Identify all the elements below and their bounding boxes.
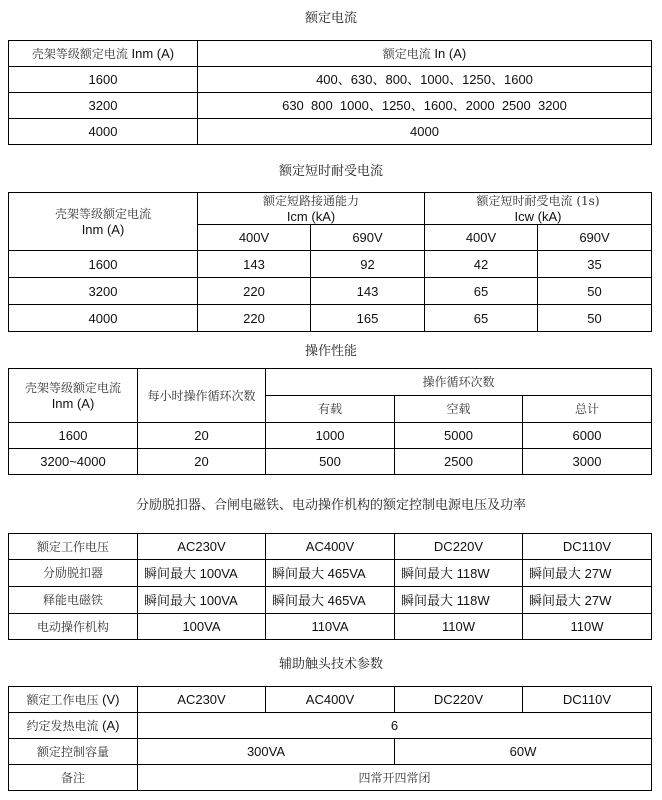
row-label-cell xyxy=(9,713,138,739)
auxiliary-contact-table xyxy=(8,686,652,791)
header-noload-label: 空载 xyxy=(446,402,471,416)
value-cell: 20 xyxy=(138,423,266,449)
table-row xyxy=(9,93,652,119)
value-cell: 65 xyxy=(425,305,538,332)
frame-cell: 4000 xyxy=(9,305,198,332)
table-header-row xyxy=(9,369,652,396)
row-label: 分励脱扣器 xyxy=(42,566,103,580)
value-cell: 1000 xyxy=(266,423,395,449)
value-cell: 瞬间最大 465VA xyxy=(266,587,395,614)
header-voltage-cell: 690V xyxy=(311,225,425,251)
header-frame-unit: Inm (A) xyxy=(131,45,175,61)
table-row xyxy=(9,278,652,305)
value-cell: 220 xyxy=(198,278,311,305)
header-frame-unit: Inm (A) xyxy=(51,396,95,411)
value-cell: 143 xyxy=(198,251,311,278)
row-label-cell xyxy=(9,765,138,791)
rated-cell: 4000 xyxy=(198,119,652,145)
value-cell: 35 xyxy=(538,251,652,278)
table-header-row xyxy=(9,534,652,560)
frame-cell: 3200 xyxy=(9,93,198,119)
value-cell: 100VA xyxy=(138,614,266,640)
header-supply-cell: DC220V xyxy=(395,687,523,713)
value-cell: 瞬间最大 27W xyxy=(523,587,652,614)
table4-title: 分励脱扣器、合闸电磁铁、电动操作机构的额定控制电源电压及功率 xyxy=(135,498,526,513)
header-icm-label: 额定短路接通能力 xyxy=(263,194,360,208)
capacity-dc-value: 60W xyxy=(395,739,652,765)
header-rated-unit: In (A) xyxy=(434,45,467,61)
value-cell: 50 xyxy=(538,305,652,332)
header-supply-cell: DC110V xyxy=(523,534,652,560)
header-supply-cell: DC110V xyxy=(523,687,652,713)
thermal-current-label: 约定发热电流 xyxy=(26,718,99,733)
value-cell: 110W xyxy=(523,614,652,640)
value-cell: 2500 xyxy=(395,449,523,475)
value-cell: 500 xyxy=(266,449,395,475)
value-cell: 瞬间最大 118W xyxy=(395,560,523,587)
frame-cell: 1600 xyxy=(9,251,198,278)
rated-current-table xyxy=(8,40,652,145)
table1-title: 额定电流 xyxy=(304,11,357,26)
capacity-label: 额定控制容量 xyxy=(36,744,109,759)
value-cell: 65 xyxy=(425,278,538,305)
value-cell: 165 xyxy=(311,305,425,332)
control-supply-table xyxy=(8,533,652,640)
header-cycles-label: 操作循环次数 xyxy=(422,375,495,389)
table-row xyxy=(9,449,652,475)
value-cell: 50 xyxy=(538,278,652,305)
value-cell: 110W xyxy=(395,614,523,640)
table-header-row xyxy=(9,193,652,225)
capacity-ac-value: 300VA xyxy=(138,739,395,765)
header-total-label: 总计 xyxy=(574,402,599,416)
table5-title: 辅助触头技术参数 xyxy=(278,657,383,672)
header-icm-cell xyxy=(198,193,425,225)
header-frame-cell xyxy=(9,369,138,423)
header-icm-unit: Icm (kA) xyxy=(286,209,336,224)
header-per-hour-cell xyxy=(138,369,266,423)
value-cell: 110VA xyxy=(266,614,395,640)
table3-title: 操作性能 xyxy=(304,344,357,359)
value-cell: 220 xyxy=(198,305,311,332)
table-row xyxy=(9,119,652,145)
value-cell: 92 xyxy=(311,251,425,278)
table-row xyxy=(9,614,652,640)
note-value: 四常开四常闭 xyxy=(358,770,431,785)
row-label-cell xyxy=(9,560,138,587)
header-frame-unit: Inm (A) xyxy=(81,222,125,237)
frame-cell: 1600 xyxy=(9,423,138,449)
header-frame-label: 壳架等级额定电流 xyxy=(24,381,121,395)
frame-cell: 4000 xyxy=(9,119,198,145)
row-label-cell xyxy=(9,614,138,640)
header-load-cell xyxy=(266,396,395,423)
header-frame-label: 壳架等级额定电流 xyxy=(31,46,128,61)
table-row xyxy=(9,251,652,278)
header-frame-label: 壳架等级额定电流 xyxy=(54,207,151,221)
header-rated-label: 额定电流 xyxy=(382,46,431,61)
frame-cell: 3200~4000 xyxy=(9,449,138,475)
header-voltage-cell xyxy=(9,687,138,713)
header-total-cell xyxy=(523,396,652,423)
rated-cell: 630 800 1000、1250、1600、2000 2500 3200 xyxy=(198,93,652,119)
header-load-label: 有载 xyxy=(317,402,342,416)
header-supply-cell: AC400V xyxy=(266,687,395,713)
table-row xyxy=(9,305,652,332)
rated-cell: 400、630、800、1000、1250、1600 xyxy=(198,67,652,93)
note-label: 备注 xyxy=(60,770,85,785)
row-label: 电动操作机构 xyxy=(36,619,109,634)
short-time-current-table xyxy=(8,192,652,332)
row-label: 释能电磁铁 xyxy=(42,593,103,607)
frame-cell: 1600 xyxy=(9,67,198,93)
thermal-current-value: 6 xyxy=(138,713,652,739)
value-cell: 143 xyxy=(311,278,425,305)
header-voltage-unit: (V) xyxy=(102,691,120,707)
operating-performance-table xyxy=(8,368,652,475)
header-frame-cell xyxy=(9,41,198,67)
note-value-cell xyxy=(138,765,652,791)
value-cell: 瞬间最大 118W xyxy=(395,587,523,614)
value-cell: 3000 xyxy=(523,449,652,475)
value-cell: 42 xyxy=(425,251,538,278)
header-per-hour-label: 每小时操作循环次数 xyxy=(147,388,256,403)
value-cell: 瞬间最大 465VA xyxy=(266,560,395,587)
table-row xyxy=(9,67,652,93)
row-label-cell xyxy=(9,587,138,614)
value-cell: 5000 xyxy=(395,423,523,449)
header-rated-cell xyxy=(198,41,652,67)
header-noload-cell xyxy=(395,396,523,423)
header-cycles-cell xyxy=(266,369,652,396)
header-voltage-cell: 400V xyxy=(198,225,311,251)
header-icw-cell xyxy=(425,193,652,225)
header-supply-cell: AC230V xyxy=(138,687,266,713)
header-voltage-cell: 400V xyxy=(425,225,538,251)
table-row xyxy=(9,713,652,739)
value-cell: 6000 xyxy=(523,423,652,449)
frame-cell: 3200 xyxy=(9,278,198,305)
value-cell: 瞬间最大 100VA xyxy=(138,587,266,614)
table-row xyxy=(9,560,652,587)
value-cell: 瞬间最大 100VA xyxy=(138,560,266,587)
thermal-current-unit: (A) xyxy=(102,717,120,733)
header-supply-cell: AC230V xyxy=(138,534,266,560)
header-voltage-label: 额定工作电压 xyxy=(26,692,99,707)
table2-title: 额定短时耐受电流 xyxy=(278,164,383,179)
header-voltage-cell xyxy=(9,534,138,560)
header-icw-label: 额定短时耐受电流 (1s) xyxy=(476,194,600,208)
table-row xyxy=(9,423,652,449)
table-row xyxy=(9,765,652,791)
header-voltage-cell: 690V xyxy=(538,225,652,251)
table-header-row xyxy=(9,41,652,67)
table-row xyxy=(9,739,652,765)
header-icw-unit: Icw (kA) xyxy=(514,209,562,224)
value-cell: 瞬间最大 27W xyxy=(523,560,652,587)
row-label-cell xyxy=(9,739,138,765)
table-row xyxy=(9,587,652,614)
table-header-row xyxy=(9,687,652,713)
header-supply-cell: DC220V xyxy=(395,534,523,560)
header-supply-cell: AC400V xyxy=(266,534,395,560)
value-cell: 20 xyxy=(138,449,266,475)
header-voltage-label: 额定工作电压 xyxy=(36,539,109,554)
header-frame-cell xyxy=(9,193,198,251)
